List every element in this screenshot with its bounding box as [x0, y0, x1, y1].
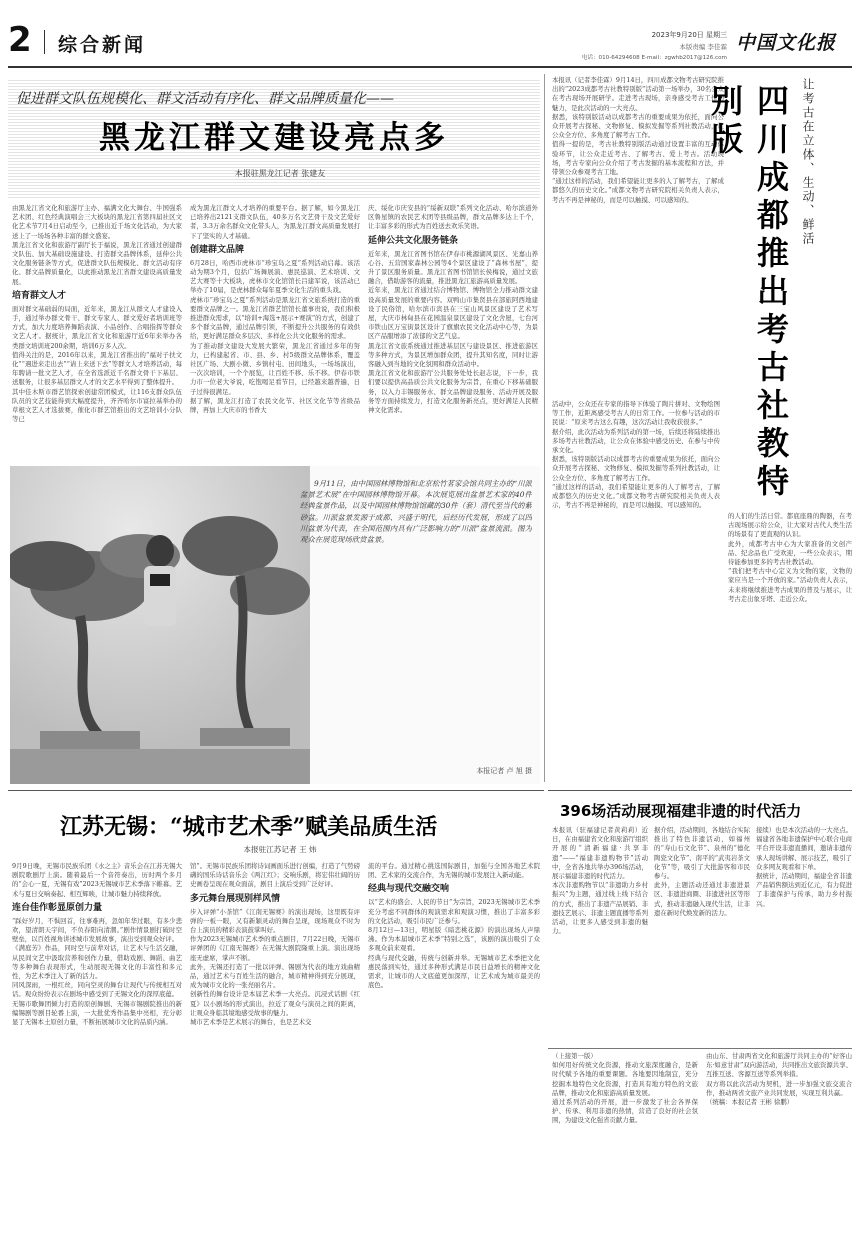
- paragraph: 此外，无锡还打造了一批以评弹、锡剧为代表的地方戏曲精品，通过艺术与百姓生活的融合，城市精神得到充分展现，成为城市文化的一张亮丽名片。: [190, 962, 360, 990]
- paragraph: 庆、绥化市庆安县的“绥新双联”系列文化活动、哈尔滨道外区鲁星镇的农民艺术团等县级品牌，群文品牌多达上千个，让丰富多彩的形式为百姓送去欢乐笑语。: [368, 204, 538, 231]
- subheading: 多元舞台展现别样风情: [190, 893, 281, 904]
- paragraph: 虎林市“珍宝岛之夏”系列活动是黑龙江省文旅系统打造的重要群文品牌之一。黑龙江省群艺馆馆长董事贵说，我们积极推进群众需求，以“培训+海选+展示+赛演”的方式，创建了多个群文品牌，通过品牌引领，不断提升公共服务的有效供给，更好满足群众多层次、多样化公共文化服务的需求。: [190, 295, 360, 341]
- paragraph: 本报讯（驻福建记者黄莉莉）近日，在由福建省文化和旅游厅组织开展的“清新福建·共享非遗”——“福建非遗购物节”活动中，全省各地共举办396场活动，展示福建非遗的时代活力。: [552, 826, 648, 881]
- header-rule: [8, 66, 852, 68]
- sichuan-kicker: 让考古在立体、生动、鲜活: [801, 78, 815, 246]
- sichuan-title: 四川成都推出考古社教特别版: [706, 84, 790, 502]
- article-column-1: [12, 204, 182, 458]
- paragraph: 6月28日，哈西市虎林市“珍宝岛之夏”系列活动启幕。该活动为期3个月，包括广场舞展演、惠民巡演、艺术培训、文艺大赛等十大板块，虎林市文化馆馆长吕建军说，该活动已举办了10届，是虎林群众每年夏季文化生活的重头戏。: [190, 258, 360, 295]
- paragraph: 据统计，活动期间，福建全省非遗产品销售额达到近亿元，有力促进了非遗保护与传承，助力乡村振兴。: [756, 872, 852, 908]
- paragraph: 双方将以此次活动为契机，进一步加强文旅交流合作，推动两省文旅产业共同发展，实现互利共赢。: [706, 1079, 852, 1097]
- section-rule: [8, 790, 544, 791]
- fujian-column-3: [756, 826, 852, 1044]
- paragraph: 由山东、甘肃两省文化和旅游厅共同主办的“好客山东·如意甘肃”双向游活动，共同推出文旅资源共享、互推互送、客源互送等系列举措。: [706, 1052, 852, 1079]
- continuation-column-2: [706, 1052, 852, 1252]
- paragraph: 如何用好传统文化资源，推动文旅深度融合，是新时代赋予各地的重要课题。各地要因地制宜，充分挖掘本地特色文化资源，打造具有地方特色的文旅品牌，推动文化和旅游高质量发展。: [552, 1061, 698, 1097]
- fujian-title: 396场活动展现福建非遗的时代活力: [560, 802, 802, 820]
- paragraph: 值得一提的是，考古社教特别版活动通过设置丰富的互动体验环节，让公众走近考古、了解考古、爱上考古。活动现场，考古专家向公众介绍了考古发掘的基本流程和方法，并带领公众参观考古工地。: [552, 140, 724, 177]
- photo-caption: 9月11日，由中国园林博物馆和北京松竹茗家会馆共同主办的“川派盆景艺术展”在中国园林博物馆开幕。本次展览展出盆景艺术家的40件经典盆景作品，以及中国园林博物馆馆藏的30件（套）清代至当代的紫砂盆。川派盆景发源于成都、兴盛于明代，后经历代发展，形成了以四川盆景为代表，在全国范围内具有广泛影响力的“川派”盆景流派。图为观众在展览现场欣赏盆景。: [300, 479, 532, 545]
- paragraph: “通过这样的活动，我们希望能让更多的人了解考古，了解成都悠久的历史文化。”成都文物考古研究院相关负责人表示，考古不再是神秘的，而是可以触摸、可以感知的。: [552, 482, 720, 510]
- paragraph: 为了推动群文建设大发展大繁荣，黑龙江省通过多年的努力，已构建起省、市、县、乡、村5级群文品牌体系，覆盖社区广场、大剧小微、乡镇村屯、田间地头，一场场演出，一次次培训，一个个展览，让百姓不移、乐不移。伊春市铁力市一位老大爷说，吃饱喝足看节目，已经越来越普遍，日子过得很满足。: [190, 341, 360, 396]
- paragraph: 黑龙江省文化和旅游厅副厅长于福说，黑龙江省通过创建群文队伍、加大基础设施建设、打造群文品牌体系，延伸公共文化服务链条等方式，促进群文队伍规模化、群文活动有序化、群文品牌质量化，以此推动黑龙江省群文建设高质量发展。: [12, 240, 182, 286]
- paragraph: 《满庭芳》作品，同时空与前辈对话，让艺术与生活交融，从民间文艺中汲取营养和创作力量，借助戏剧、舞蹈、曲艺等多种舞台表现形式，生动展现无锡文化的丰富性和多元性，为艺术季注入了新的活力。: [12, 944, 182, 981]
- paragraph: 近年来，黑龙江省通过结合博物馆、博物馆全力推动群文建设高质量发展的重要内容。双鸭山市集贤县在部旅阿西地建设了民俗馆，哈尔滨市宾县在三宝山风景区建设了艺术写屋，大庆市林甸县在花园温泉景区建设了文化舍屋，七台河市铁山区万宝街景区设计了旗旗农民文化活动中心等，为景区产品服增添了浓郁的文艺气息。: [368, 286, 538, 341]
- paragraph: 的人们的生活日常。都底座鼎的陶器，在考古现场展示给公众，让大家对古代人类生活的场景有了更直观的认识。: [728, 512, 852, 539]
- paragraph: 据悉，该特别版活动以成都考古的重要成果为依托，面向公众开展考古探秘、文物修复、模拟发掘等系列社教活动，让公众全方位、多角度了解考古工作。: [552, 455, 720, 482]
- paragraph: 作为2023无锡城市艺术季的重点剧目，7月22日晚，无锡市评弹团的《江南无锡赛》在无锡大剧院隆重上演。演出现场座无虚席，掌声不断。: [190, 935, 360, 962]
- paragraph: 成为黑龙江群文人才培养的重要平台。据了解，如今黑龙江已培养出2121支群文队伍，40多万名文艺骨干及文艺爱好者，3.3万余名群众文化带头人，为黑龙江群文高质量发展打下了坚实的人才基础。: [190, 204, 360, 240]
- fujian-top-rule: [548, 790, 852, 791]
- fujian-column-2: [654, 826, 750, 1044]
- paragraph: 黑龙江省文化和旅游厅公共服务处处长赵志说，下一步，我们要以提供高品质公共文化服务为宗旨，在重心下移基础服务，以入力丰锡服务水、群文品牌建设服务、活动开展及服务等方面持续发力，打造文化服务新亮点，更好满足人民精神文化需求。: [368, 369, 538, 415]
- paragraph: 接续）也是本次活动的一大亮点。福建省各地非遗保护中心联合电商平台开设非遗直播间，邀请非遗传承人现场讲解、展示技艺，吸引了众多网友观看和下单。: [756, 826, 852, 871]
- paragraph: 本报讯（记者李佳霖）9月14日，四川成都文物考古研究院推出的“2023成都考古社教特别版”活动第一场举办，30名公众在考古现场开展研学。走进考古现场，亲身感受考古工作的魅力，是此次活动的一大亮点。: [552, 76, 724, 112]
- paragraph: “我们把考古中心定义为文物的家，文物的家应当是一个开放的家。”活动负责人表示，未来将继续推进考古成果的普及与展示，让考古走出象牙塔、走近公众。: [728, 567, 852, 603]
- page-number: 2: [8, 20, 32, 60]
- subheading: 延伸公共文化服务链条: [368, 235, 459, 246]
- wuxi-column-2: [190, 862, 360, 1252]
- paragraph: 据悉，该特别版活动以成都考古的重要成果为依托，面向公众开展考古探秘、文物修复、模拟发掘等系列社教活动，让公众全方位、多角度了解考古工作。: [552, 112, 724, 140]
- wuxi-title: 江苏无锡：“城市艺术季”赋美品质生活: [60, 814, 438, 840]
- wuxi-byline: 本报驻江苏记者 王 炜: [243, 845, 317, 854]
- paragraph: 其中佳木斯市群艺馆探索创建常团模式，让116支群众队伍队员的文艺技能得到大幅度提升，齐齐哈尔市富拉基举办的草根文艺人才选拔赛，催化市群艺馆推出的文艺培训小分队等已: [12, 387, 182, 424]
- subheading: 经典与现代交融交响: [368, 884, 450, 895]
- wuxi-column-1: [12, 862, 182, 1252]
- article-column-3: [368, 204, 538, 458]
- paragraph: 经典与现代交融，传统与创新并举。无锡城市艺术季把文化惠民落到实处，通过多种形式满足市民日益增长的精神文化需求，让城市的人文底蕴更加深厚，让艺术成为城市最美的底色。: [368, 953, 540, 990]
- paragraph: （统稿：本报记者 王彬 徐鹏）: [706, 1098, 794, 1107]
- paragraph: 此外，成都考古中心为大家准备的文创产品、纪念品也广受欢迎，一些公众表示，期待能参加更多的考古社教活动。: [728, 539, 852, 567]
- paragraph: 8月12日—13日，明星版《暗恋桃花源》的演出现场人声鼎沸。作为本届城市艺术季“特别之选”，该剧的演出吸引了众多观众前来观看。: [368, 926, 540, 953]
- sichuan-tail: [728, 512, 852, 778]
- paragraph: 由黑龙江省文化和旅游厅主办、福满文化大舞台、牛国强系艺术团、红色经典演唱会三大板块的黑龙江省第四届社区文化艺术节7月4日启动至今，已推出近千场文化活动，为大家送上了一场场各种丰富的群文盛宴。: [12, 204, 182, 240]
- paragraph: 据了解，黑龙江打造了农民文化节、社区文化节等省级品牌，再加上大庆市的书香大: [190, 396, 360, 415]
- paragraph: 以“艺术的盛会、人民的节日”为宗旨，2023无锡城市艺术季充分考虑不同群体的观演需求和观演习惯，推出了丰富多彩的文化活动，吸引市民广泛参与。: [368, 898, 540, 925]
- fujian-bottom-rule: [548, 1048, 852, 1049]
- paragraph: 同风深雨，一根红丝，同向空灵的舞台让现代与传统相互对话。观众纷纷表示在剧场中感受到了无锡文化的深厚底蕴。: [12, 981, 182, 999]
- continuation-column-1: [552, 1052, 698, 1252]
- paragraph: “踩好岁月，不惧回首，往事难再，忽如年华过眼，有多少悲欢，望清朗天宇间，不负春阳向清潮。”剧作情景剧打破时空壁垒，以百姓视角讲述城市发展故事，演出受到观众好评。: [12, 916, 182, 944]
- paragraph: 值得关注的是，2016年以来，黑龙江省推出的“福对子扶文化”“遇进来走出去”“请上来送下去”等群文人才培养活动，每年聘请一批文艺人才，在全省选派近千名群文骨干下基层、送服务，让很多基层群文人才的文艺水平得到了整体提升。: [12, 350, 182, 387]
- paragraph: 黑龙江省文旅系统通过推进基层区与建设景区、推进旅游区等多种方式，为景区增加群众团，提升其知名度，同时让游客融入到当地的文化氛围和群众活动中。: [368, 341, 538, 369]
- subheading: 连台佳作彰显原创力量: [12, 902, 103, 913]
- paragraph: 活动中，公众还在专家的指导下体验了陶片拼对、文物绘图等工作，近距离感受考古人的日常工作。一位参与活动的市民说：“原来考古这么有趣，这次活动让我收获很多。”: [552, 400, 720, 427]
- photo-credit: 本报记者 卢 旭 摄: [476, 767, 532, 775]
- paragraph: 9月9日晚，无锡市民族乐团《水之主》音乐会在江苏无锡大剧院歌剧厅上演。随着最后一个音符奏出，历时两个多月的“会心一夏，无锡有戏”2023无锡城市艺术季落下帷幕。艺术与夏日交响奏起、相互辉映，让城市魅力持续释放。: [12, 862, 182, 898]
- wuxi-column-3: [368, 862, 540, 1252]
- paragraph: 无锡市歌舞团倾力打造的原创舞剧、无锡市锡剧院推出的新编锡剧等剧目轮番上演，一大批优秀作品集中亮相，充分彰显了无锡本土原创力量，不断拓展城市文化的品质内涵。: [12, 999, 182, 1027]
- subheading: 创建群文品牌: [190, 244, 245, 255]
- article-column-2: [190, 204, 360, 458]
- paragraph: 城市艺术季是艺术展示的舞台，也是艺术交: [190, 1018, 312, 1027]
- paragraph: 创新性的舞台设计是本届艺术季一大亮点。沉浸式话剧《红夏》以小剧场的形式演出，拉近了观众与演员之间的距离，让观众身临其境地感受故事的魅力。: [190, 990, 360, 1017]
- paragraph: 流的平台。通过精心挑选国际剧目，加强与全国各地艺术院团、艺术家的交流合作，为无锡的城市发展注入新动能。: [368, 862, 540, 880]
- paragraph: 据介绍，此次活动为系列活动的第一场，后续还将陆续推出多场考古社教活动，让公众在体验中感受历史、在参与中传承文化。: [552, 427, 720, 455]
- paragraph: 本次非遗购物节以“非遗助力乡村振兴”为主题，通过线上线下结合的方式，推出了非遗产品展销、非遗技艺展示、非遗主题直播等系列活动，让更多人感受到非遗的魅力。: [552, 881, 648, 936]
- article-byline: 本报驻黑龙江记者 张建友: [234, 169, 326, 178]
- header-date: 2023年9月20日 星期三: [651, 31, 727, 39]
- sichuan-body: [552, 400, 720, 778]
- subheading: 培育群文人才: [12, 290, 67, 301]
- paragraph: 面对群文基础弱的局面，近年来，黑龙江从群文人才建设入手，通过举办群文骨干、群文专家人、群文爱好者培训班等方式，加大力度培养舞蹈表演、小品创作、合唱指挥等群众文艺人才。据统计，黑龙江省文化和旅游厅近6年来举办各类群文培训班200余期，培训6万多人次。: [12, 304, 182, 350]
- section-name: 综合新闻: [58, 34, 147, 56]
- page-number-divider: [44, 30, 45, 54]
- paragraph: 馆”。无锡市民族乐团将诗词画面乐进行创编，打造了气势磅礴的国乐诗话音乐会《两江红》；交响乐剧，将宏伟壮阔的历史画卷呈现在观众面前，剧目上演后受到广泛好评。: [190, 862, 360, 889]
- header-editor: 本版责编 李佳霖: [679, 43, 727, 51]
- header-contact: 电话：010-64294608 E-mail：zgwhb2017@126.com: [581, 55, 727, 61]
- paragraph: 据介绍，活动期间，各地结合实际推出了特色非遗活动，如福州的“寿山石文化节”、泉州的“德化陶瓷文化节”、南平的“武夷岩茶文化节”等，吸引了大批游客和市民参与。: [654, 826, 750, 881]
- paragraph: 通过系列活动的开展，进一步激发了社会各界保护、传承、利用非遗的热情，营造了良好的社会氛围，为建设文化强省贡献力量。: [552, 1098, 698, 1125]
- article-kicker: 促进群文队伍规模化、群文活动有序化、群文品牌质量化——: [16, 91, 394, 107]
- paragraph: “通过这样的活动，我们希望能让更多的人了解考古，了解成都悠久的历史文化。”成都文物考古研究院相关负责人表示，考古不再是神秘的，而是可以触摸、可以感知的。: [552, 177, 724, 204]
- paragraph: 步入评弹“小茶馆”《江南无锡赛》的演出现场，这里既有评弹的一板一眼，又有新颖灵动的舞台呈现，现场观众不时为台上演员的精彩表演鼓掌叫好。: [190, 907, 360, 935]
- article-title: 黑龙江群文建设亮点多: [99, 120, 449, 156]
- paragraph: 近年来，黑龙江省图书馆在伊春市桃源湖风景区、光嘉山养心谷、五营国家森林公园等4个景区建设了“森林书屋”，提升了景区服务质量。黑龙江省图书馆馆长侯梅说，通过文旅融合，借助游客的流量，推进黑龙江旅游高质量发展。: [368, 249, 538, 286]
- masthead-logo: 中国文化报: [736, 32, 837, 54]
- fujian-column-1: [552, 826, 648, 1044]
- sichuan-lead: [552, 76, 724, 396]
- paragraph: （上接第一版）: [552, 1052, 597, 1060]
- right-column-divider: [544, 74, 545, 782]
- paragraph: 此外，主题活动还通过非遗进景区、非遗进商圈、非遗进社区等形式，推动非遗融入现代生活，让非遗在新时代焕发新的活力。: [654, 881, 750, 917]
